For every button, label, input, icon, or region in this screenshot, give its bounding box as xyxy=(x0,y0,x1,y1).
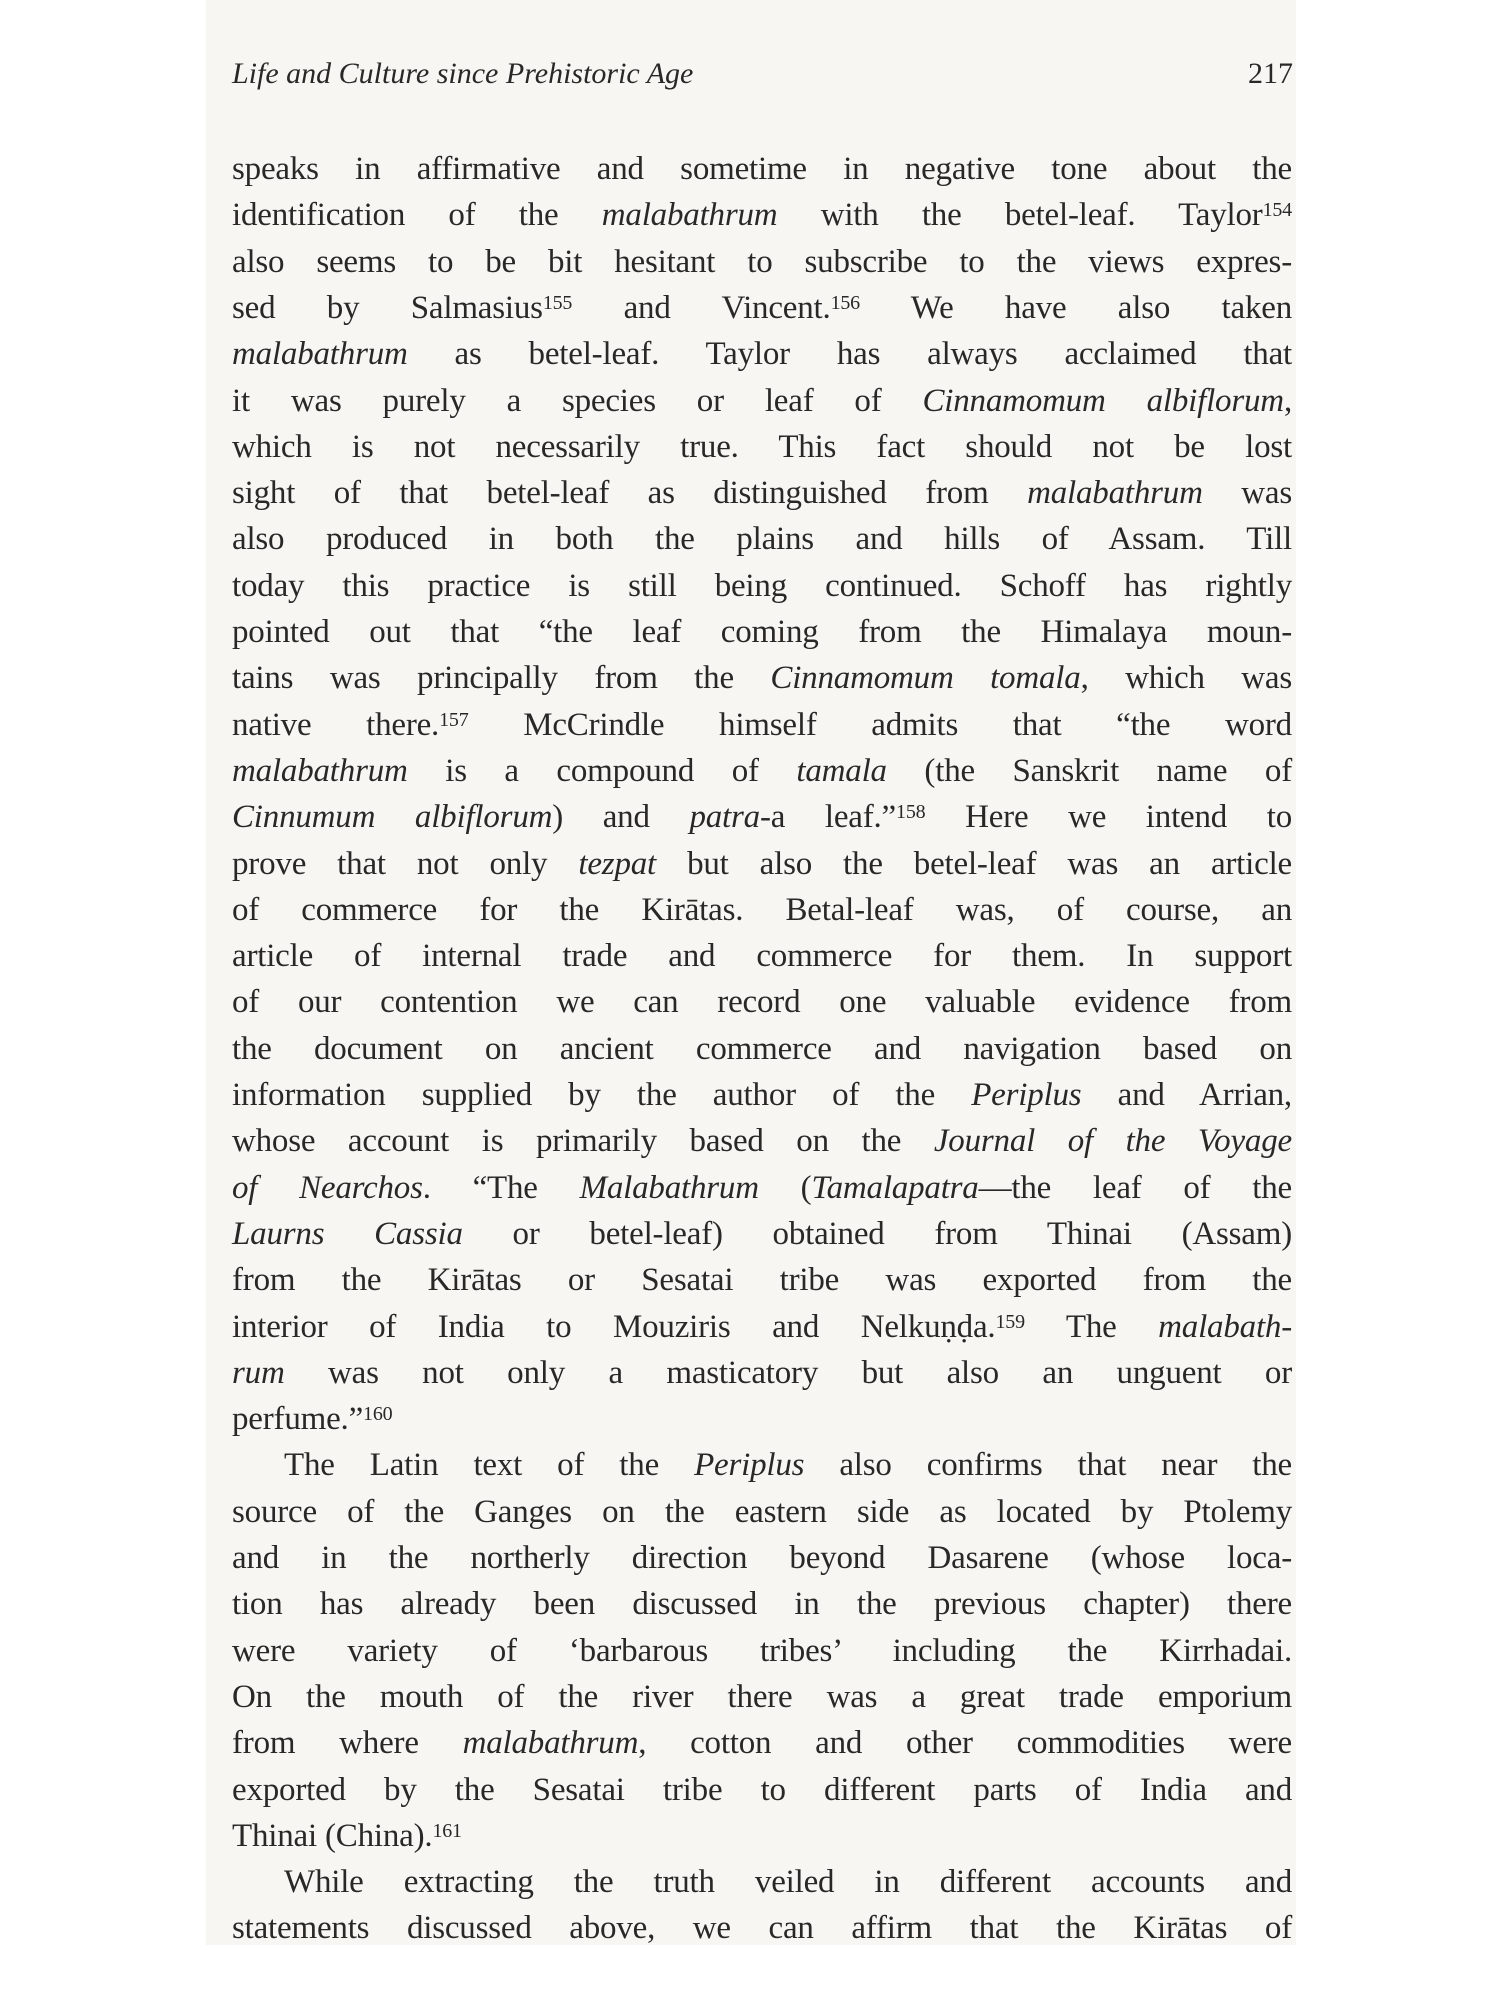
text-run: Here we intend to xyxy=(925,799,1293,836)
italic-text: Periplus xyxy=(694,1447,805,1484)
text-run: of commerce for the Kirātas. Betal-leaf was, of course, an xyxy=(232,891,1292,928)
text-run: pointed out that “the leaf coming from the Himalaya moun- xyxy=(232,614,1292,650)
italic-text: Periplus xyxy=(971,1077,1082,1113)
italic-text: rum xyxy=(232,1354,285,1391)
text-run: identification of the xyxy=(232,197,602,234)
text-run: whose account is primarily based on the xyxy=(232,1123,934,1160)
text-run: and Vincent. xyxy=(572,289,831,326)
text-line xyxy=(232,794,1292,840)
italic-text: malabathrum xyxy=(232,336,408,373)
italic-text: malabathrum xyxy=(232,752,408,789)
text-line xyxy=(232,702,1292,748)
italic-text: Cinnamomum tomala xyxy=(770,660,1081,697)
text-line xyxy=(232,933,1292,979)
text-run: or betel-leaf) obtained from Thinai (Assam) xyxy=(462,1215,1292,1252)
footnote-ref: 156 xyxy=(830,291,860,314)
text-run: today this practice is still being continued. Schoff has rightly xyxy=(232,567,1292,604)
footnote-ref: 158 xyxy=(896,801,926,824)
text-run: which is not necessarily true. This fact should not be lost xyxy=(232,428,1292,465)
italic-text: malabath- xyxy=(1158,1308,1293,1345)
italic-text: Laurns Cassia xyxy=(232,1215,463,1252)
text-run: perfume.” xyxy=(232,1401,364,1438)
footnote-ref: 157 xyxy=(439,708,469,731)
text-run: prove that not only xyxy=(232,845,579,882)
italic-text: Tamalapatra xyxy=(811,1169,979,1206)
text-line xyxy=(232,748,1292,794)
text-run: , cotton and other commodities were xyxy=(638,1725,1292,1762)
text-run: as betel-leaf. Taylor has always acclaimed that xyxy=(407,336,1292,373)
running-header-title: Life and Culture since Prehistoric Age xyxy=(232,57,694,90)
text-line xyxy=(232,1720,1292,1766)
text-run: sed by Salmasius xyxy=(232,289,543,326)
text-run: Thinai (China). xyxy=(232,1817,433,1854)
italic-text: of Nearchos xyxy=(232,1169,423,1206)
text-line xyxy=(232,655,1292,701)
italic-text: tezpat xyxy=(578,845,657,882)
footnote-ref: 159 xyxy=(995,1310,1025,1333)
italic-text: tamala xyxy=(796,752,887,789)
text-line xyxy=(232,331,1292,377)
text-run: , xyxy=(1283,382,1292,419)
text-run: were variety of ‘barbarous tribes’ including the Kirrhadai. xyxy=(232,1632,1292,1669)
text-run: was not only a masticatory but also an unguent or xyxy=(284,1354,1292,1391)
italic-text: Cinnumum albiflorum xyxy=(232,799,553,836)
text-run: -a leaf.” xyxy=(759,799,897,836)
text-line xyxy=(232,285,1292,331)
text-line xyxy=(232,1535,1292,1581)
text-line xyxy=(232,424,1292,470)
text-run: of our contention we can record one valuable evidence from xyxy=(232,984,1292,1021)
text-line xyxy=(232,563,1292,609)
text-line xyxy=(232,1072,1292,1118)
text-run: is a compound of xyxy=(407,752,797,789)
text-run: tains was principally from the xyxy=(232,660,771,697)
text-run: article of internal trade and commerce for them. In support xyxy=(232,938,1292,975)
text-line xyxy=(232,239,1292,285)
text-run: speaks in affirmative and sometime in negative tone about the xyxy=(232,151,1292,187)
text-line xyxy=(232,1489,1292,1535)
text-run: ( xyxy=(758,1169,812,1206)
text-line xyxy=(232,146,1292,192)
text-run: source of the Ganges on the eastern side as located by Ptolemy xyxy=(232,1493,1292,1530)
text-run: sight of that betel-leaf as distinguished from xyxy=(232,475,1028,512)
text-run: also seems to be bit hesitant to subscribe to the views expres- xyxy=(232,243,1292,280)
text-line xyxy=(232,1211,1292,1257)
text-line xyxy=(232,1813,1292,1859)
italic-text: patra xyxy=(689,799,760,836)
italic-text: Malabathrum xyxy=(579,1169,759,1206)
text-run: While extracting the truth veiled in different accounts and xyxy=(284,1864,1292,1901)
text-run: interior of India to Mouziris and Nelkuṇḍa. xyxy=(232,1308,996,1345)
italic-text: malabathrum xyxy=(601,197,778,234)
text-run: it was purely a species or leaf of xyxy=(232,382,923,419)
text-run: (the Sanskrit name of xyxy=(886,752,1292,789)
text-line xyxy=(232,1257,1292,1303)
text-run: The xyxy=(1024,1308,1159,1345)
text-line xyxy=(232,1905,1292,1951)
text-line xyxy=(232,1026,1292,1072)
italic-text: malabathrum xyxy=(462,1725,639,1762)
text-run: the document on ancient commerce and navigation based on xyxy=(232,1030,1292,1067)
text-line xyxy=(232,1350,1292,1396)
text-run: —the leaf of the xyxy=(978,1169,1292,1206)
text-line xyxy=(232,378,1292,424)
text-line xyxy=(232,1767,1292,1813)
text-run: , which was xyxy=(1080,660,1292,697)
text-run: from the Kirātas or Sesatai tribe was exported from the xyxy=(232,1262,1292,1299)
page-number: 217 xyxy=(1248,57,1293,90)
footnote-ref: 161 xyxy=(432,1819,462,1842)
text-line xyxy=(232,470,1292,516)
text-run: The Latin text of the xyxy=(284,1447,695,1484)
text-run: also confirms that near the xyxy=(804,1447,1292,1484)
italic-text: malabathrum xyxy=(1027,475,1203,512)
text-run: We have also taken xyxy=(859,289,1292,326)
text-line xyxy=(232,1581,1292,1627)
italic-text: Cinnamomum albiflorum xyxy=(922,382,1284,419)
text-run: but also the betel-leaf was an article xyxy=(656,845,1292,882)
text-line xyxy=(232,1674,1292,1720)
text-run: information supplied by the author of the xyxy=(232,1077,972,1113)
text-line xyxy=(232,979,1292,1025)
text-run: with the betel-leaf. Taylor xyxy=(777,197,1263,234)
text-line xyxy=(232,1628,1292,1674)
text-line xyxy=(232,1118,1292,1164)
text-line xyxy=(232,1165,1292,1211)
text-line xyxy=(232,887,1292,933)
text-line xyxy=(232,1304,1292,1350)
text-run: McCrindle himself admits that “the word xyxy=(468,706,1292,743)
text-run: ) and xyxy=(552,799,690,836)
text-line xyxy=(232,1859,1292,1905)
text-run: On the mouth of the river there was a great trade emporium xyxy=(232,1678,1292,1715)
footnote-ref: 160 xyxy=(363,1403,393,1426)
text-run: tion has already been discussed in the previous chapter) there xyxy=(232,1586,1292,1623)
text-line xyxy=(232,516,1292,562)
text-run: native there. xyxy=(232,706,440,743)
text-line xyxy=(232,841,1292,887)
text-run: from where xyxy=(232,1725,463,1762)
text-line xyxy=(232,1442,1292,1488)
text-line xyxy=(232,192,1292,238)
text-run: statements discussed above, we can affirm that the Kirātas of xyxy=(232,1910,1292,1947)
text-run: . “The xyxy=(422,1169,580,1206)
footnote-ref: 154 xyxy=(1262,199,1292,222)
footnote-ref: 155 xyxy=(542,291,573,314)
text-run: and in the northerly direction beyond Dasarene (whose loca- xyxy=(232,1540,1292,1576)
text-run: and Arrian, xyxy=(1081,1077,1292,1113)
text-run: also produced in both the plains and hills of Assam. Till xyxy=(232,521,1292,558)
text-run: exported by the Sesatai tribe to different parts of India and xyxy=(232,1771,1292,1808)
text-line xyxy=(232,1396,1292,1442)
text-run: was xyxy=(1202,475,1293,512)
italic-text: Journal of the Voyage xyxy=(933,1123,1292,1160)
text-line xyxy=(232,609,1292,655)
